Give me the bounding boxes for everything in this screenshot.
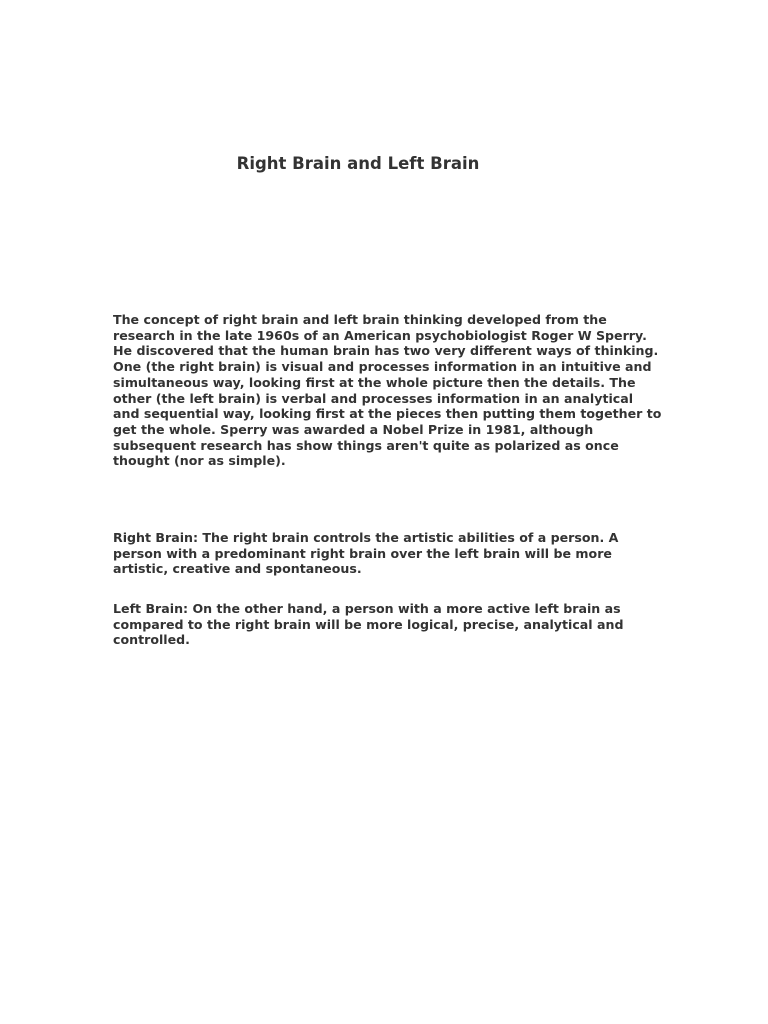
paragraph-line: He discovered that the human brain has two very different ways of thinking.: [113, 343, 659, 359]
paragraph-line: artistic, creative and spontaneous.: [113, 561, 362, 577]
paragraph-right-brain: [113, 530, 673, 577]
paragraph-line: other (the left brain) is verbal and processes information in an analytical: [113, 390, 634, 406]
paragraph-line: simultaneous way, looking first at the whole picture then the details. The: [113, 374, 636, 390]
document-title: Right Brain and Left Brain: [236, 154, 480, 173]
paragraph-left-brain: [113, 601, 673, 648]
paragraph-line: The concept of right brain and left brain thinking developed from the: [113, 312, 607, 327]
paragraph-line: research in the late 1960s of an American psychobiologist Roger W Sperry.: [113, 327, 647, 343]
paragraph-line: and sequential way, looking first at the pieces then putting them together to: [113, 406, 662, 422]
paragraph-line: get the whole. Sperry was awarded a Nobel Prize in 1981, although: [113, 421, 594, 437]
paragraph-line: subsequent research has show things aren't quite as polarized as once: [113, 437, 619, 453]
paragraph-line: One (the right brain) is visual and processes information in an intuitive and: [113, 359, 652, 375]
paragraph-line: Left Brain: On the other hand, a person with a more active left brain as: [113, 601, 621, 616]
paragraph-line: Right Brain: The right brain controls the artistic abilities of a person. A: [113, 530, 619, 545]
paragraph-line: person with a predominant right brain over the left brain will be more: [113, 545, 612, 561]
paragraph-line: compared to the right brain will be more logical, precise, analytical and: [113, 616, 624, 632]
paragraph-line: controlled.: [113, 632, 190, 648]
paragraph-intro: [113, 312, 673, 469]
paragraph-line: thought (nor as simple).: [113, 453, 286, 469]
